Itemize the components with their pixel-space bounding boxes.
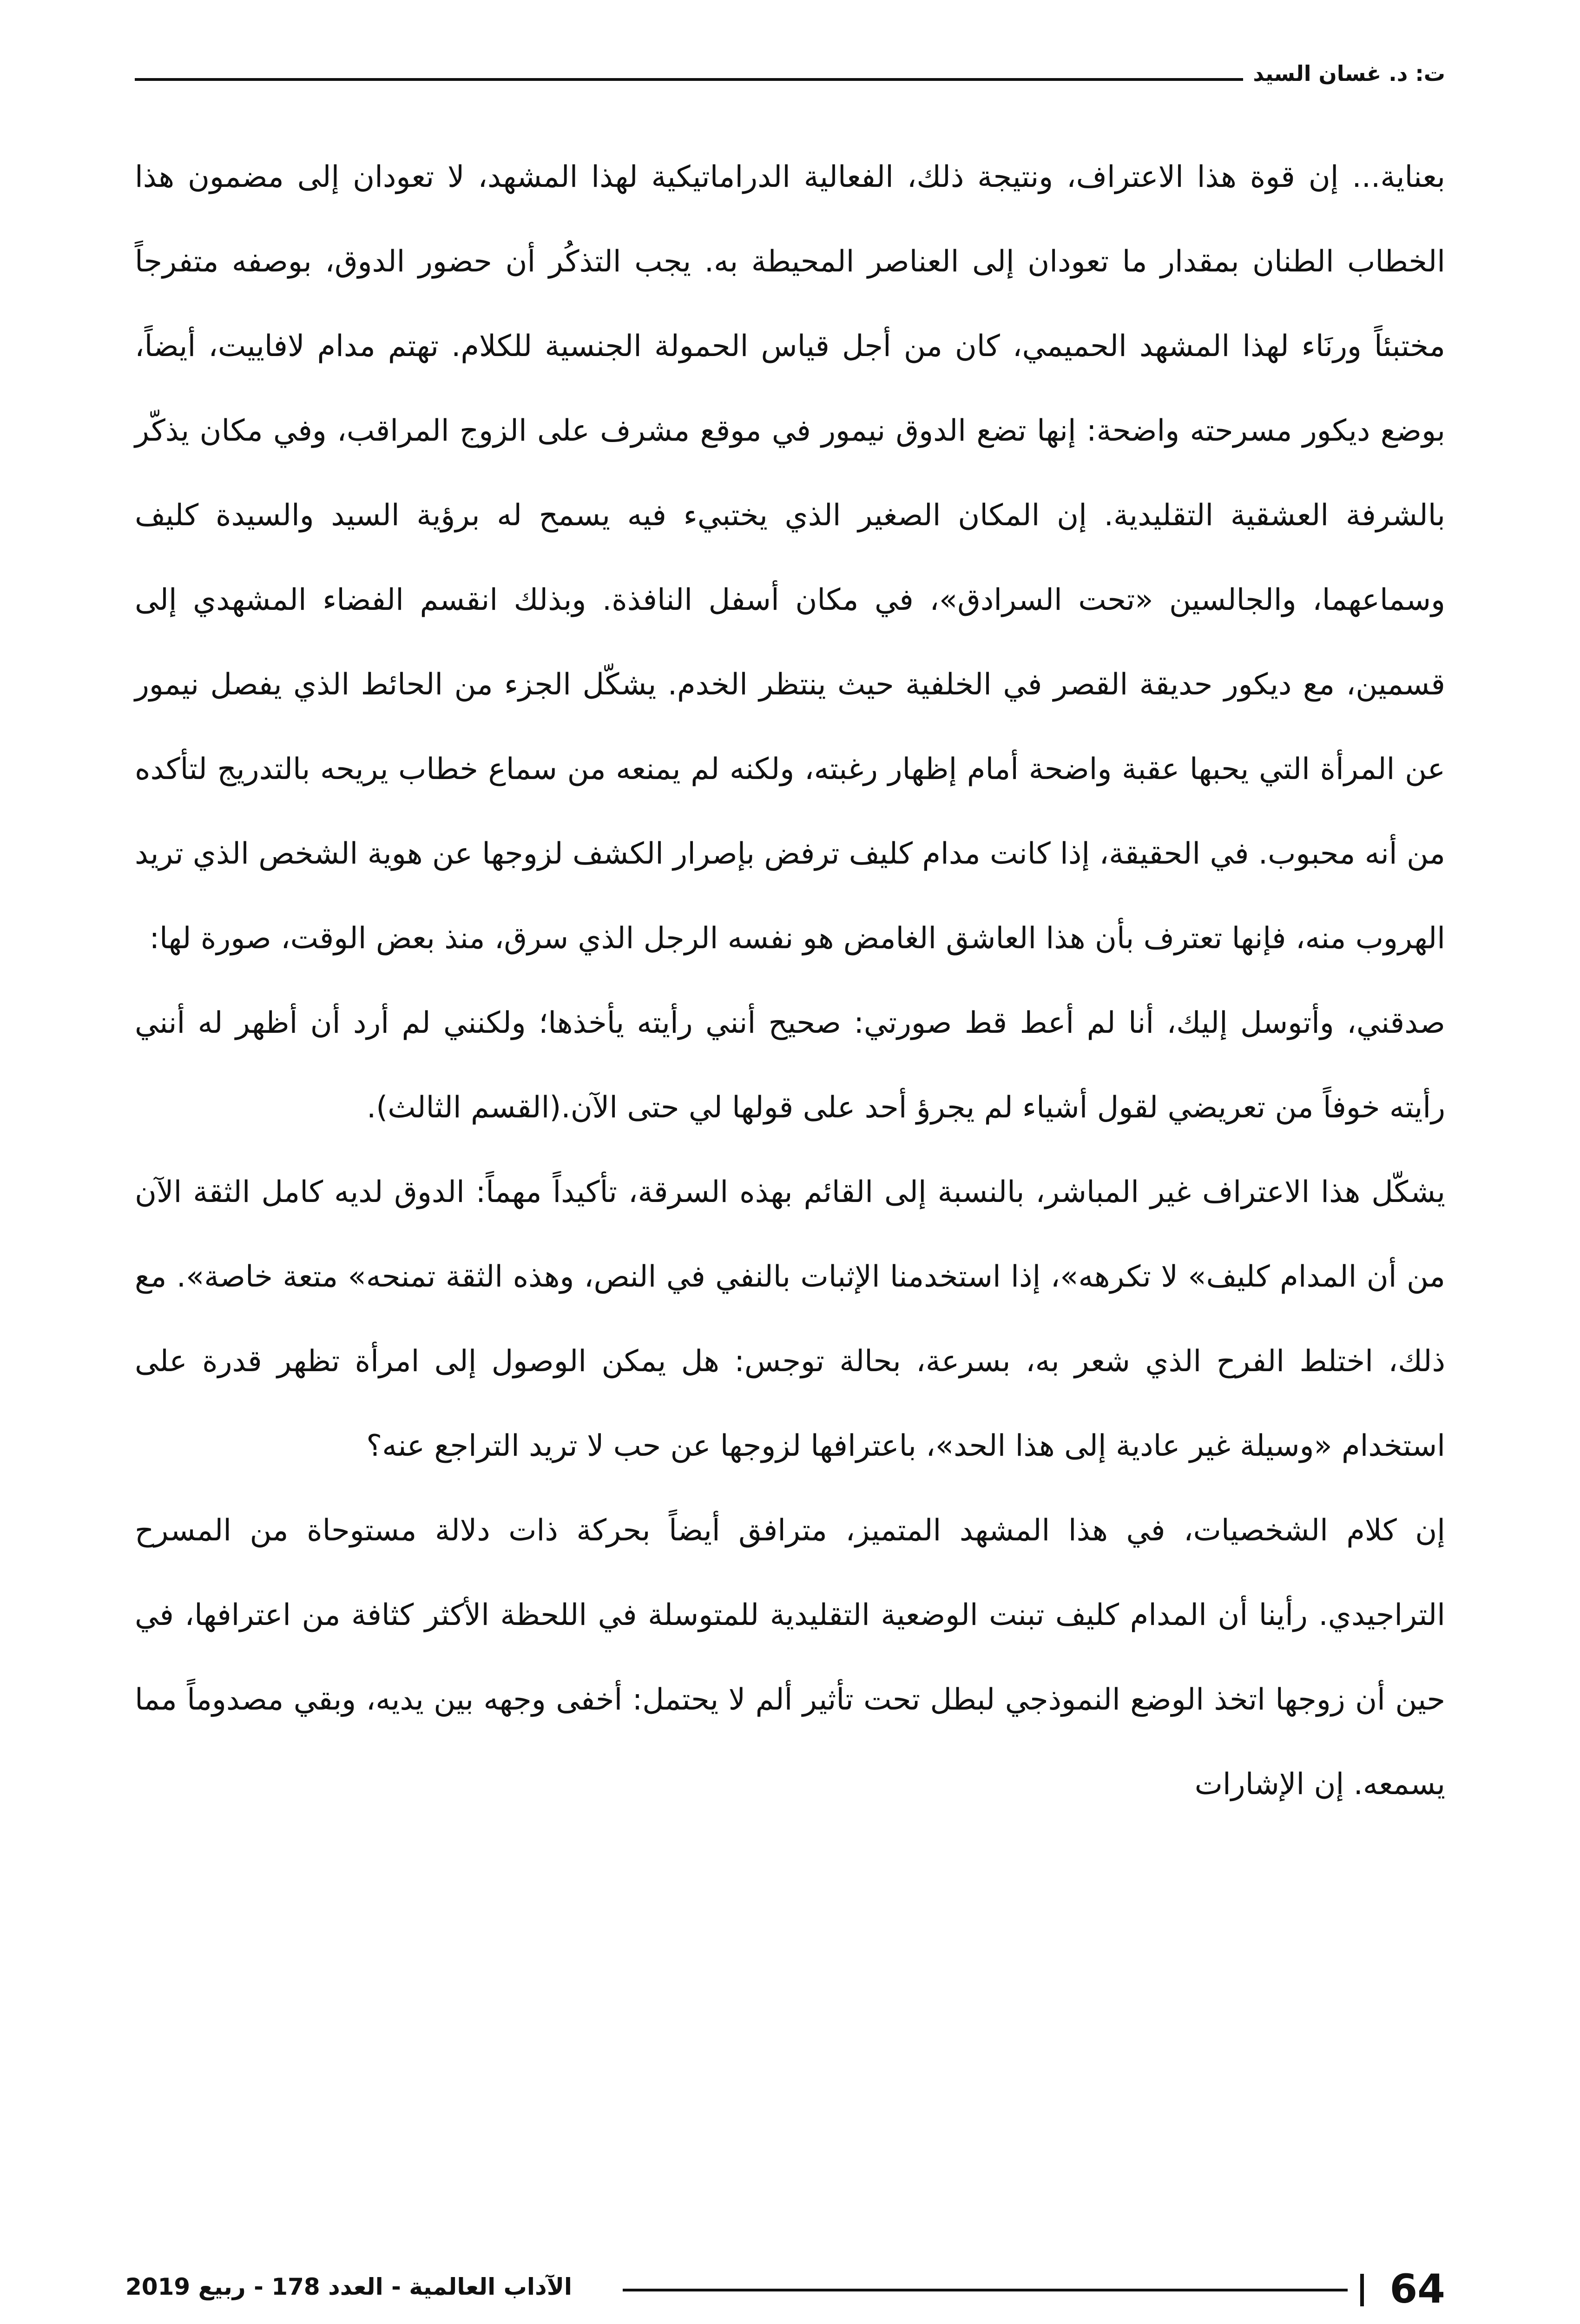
running-header xyxy=(135,55,1445,92)
footer-separator-bar xyxy=(1360,2274,1364,2306)
body-paragraph: يشكّل هذا الاعتراف غير المباشر، بالنسبة إلى القائم بهذه السرقة، تأكيداً مهماً: الدوق لديه كامل الثقة الآن من أن المدام كليف» لا تكرهه»، إذا استخدمنا الإثبات بالنفي في النص، وهذه الثقة تمنحه» متعة خاصة». مع ذلك، اختلط الفرح الذي شعر به، بسرعة، بحالة توجس: هل يمكن الوصول إلى امرأة تظهر قدرة على استخدام «وسيلة غير عادية إلى هذا الحد»، باعترافها لزوجها عن حب لا تريد التراجع عنه؟ xyxy=(135,1175,1445,1463)
article-body xyxy=(135,135,1445,1827)
footer-journal-issue: الآداب العالمية - العدد 178 - ربيع 2019 xyxy=(125,2273,573,2300)
body-paragraph: إن كلام الشخصيات، في هذا المشهد المتميز، مترافق أيضاً بحركة ذات دلالة مستوحاة من المسرح التراجيدي. رأينا أن المدام كليف تبنت الوضعية التقليدية للمتوسلة في اللحظة الأكثر كثافة من اعترافها، في حين أن زوجها اتخذ الوضع النموذجي لبطل تحت تأثير ألم لا يحتمل: أخفى وجهه بين يديه، وبقي مصدوماً مما يسمعه. إن الإشارات xyxy=(135,1513,1445,1802)
body-paragraph: بعناية... إن قوة هذا الاعتراف، ونتيجة ذلك، الفعالية الدراماتيكية لهذا المشهد، لا تعودان إلى مضمون هذا الخطاب الطنان بمقدار ما تعودان إلى العناصر المحيطة به. يجب التذكُر أن حضور الدوق، بوصفه متفرجاً مختبئاً ورنَاء لهذا المشهد الحميمي، كان من أجل قياس الحمولة الجنسية للكلام. تهتم مدام لافاييت، أيضاً، بوضع ديكور مسرحته واضحة: إنها تضع الدوق نيمور في موقع مشرف على الزوج المراقب، وفي مكان يذكّر بالشرفة العشقية التقليدية. إن المكان الصغير الذي يختبيء فيه يسمح له برؤية السيد والسيدة كليف وسماعهما، والجالسين «تحت السرادق»، في مكان أسفل النافذة. وبذلك انقسم الفضاء المشهدي إلى قسمين، مع ديكور حديقة القصر في الخلفية حيث ينتظر الخدم. يشكّل الجزء من الحائط الذي يفصل نيمور عن المرأة التي يحبها عقبة واضحة أمام إظهار رغبته، ولكنه لم يمنعه من سماع خطاب يريحه بالتدريج لتأكده من أنه محبوب. في الحقيقة، إذا كانت مدام كليف ترفض بإصرار الكشف لزوجها عن هوية الشخص الذي تريد الهروب منه، فإنها تعترف بأن هذا العاشق الغامض هو نفسه الرجل الذي سرق، منذ بعض الوقت، صورة لها: xyxy=(135,160,1445,956)
running-footer xyxy=(125,2264,1445,2315)
quote-paragraph: صدقني، وأتوسل إليك، أنا لم أعط قط صورتي: صحيح أنني رأيته يأخذها؛ ولكنني لم أرد أن أظهر له أنني رأيته خوفاً من تعريضي لقول أشياء لم يجرؤ أحد على قولها لي حتى الآن.(القسم الثالث). xyxy=(135,1006,1445,1125)
page-number: 64 xyxy=(1389,2266,1445,2312)
header-author: ت: د. غسان السيد xyxy=(1253,61,1445,86)
header-rule xyxy=(135,78,1243,81)
footer-rule xyxy=(623,2289,1348,2291)
